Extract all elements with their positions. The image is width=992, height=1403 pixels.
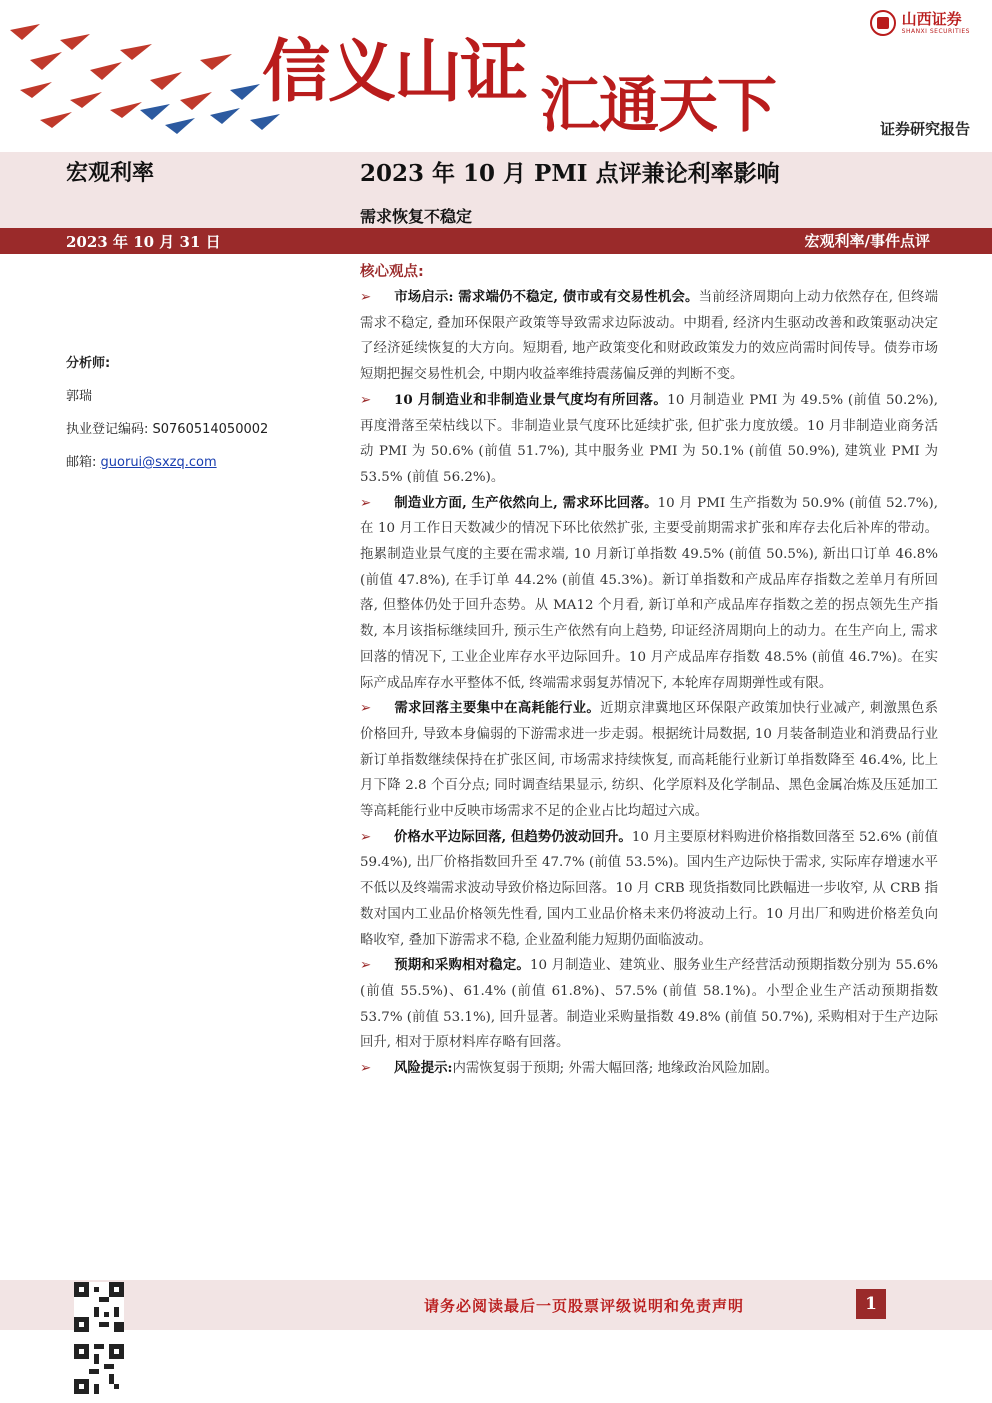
arrow-bullet-icon: ➢ xyxy=(360,1061,372,1077)
company-logo xyxy=(870,10,970,36)
qr-code-icon xyxy=(74,1344,124,1394)
point-lead: 预期和采购相对稳定。 xyxy=(394,957,530,974)
flying-birds-graphic xyxy=(0,0,300,150)
point-expectations xyxy=(360,953,938,1056)
point-lead: 市场启示: 需求端仍不稳定, 债市或有交易性机会。 xyxy=(394,289,699,305)
point-lead: 价格水平边际回落, 但趋势仍波动回升。 xyxy=(394,828,632,845)
point-text: 10 月主要原材料购进价格指数回落至 52.6% (前值 59.4%), 出厂价格指数回升至 47.7% (前值 53.5%)。国内生产边际快于需求, 实际库存增速水平不低以及终端需求波动导致价格边际回落。10 月 CRB 现货指数同比跌幅进一步收窄, 从 CRB 指数对国内工业品价格领先性看, 国内工业品价格未来仍将波动上行。10 月出厂和购进价格差负向略收窄, 叠加下游需求不稳, 企业盈利能力短期仍面临波动。 xyxy=(360,829,938,948)
slogan-part2: 汇通天下 xyxy=(540,71,776,141)
email-label: 邮箱: xyxy=(66,455,97,470)
arrow-bullet-icon: ➢ xyxy=(360,958,372,974)
point-market-implication xyxy=(360,285,938,388)
point-energy-intensive xyxy=(360,696,938,825)
logo-english: SHANXI SECURITIES xyxy=(901,27,970,35)
point-text: 10 月制造业、建筑业、服务业生产经营活动预期指数分别为 55.6% (前值 55.5%)、61.4% (前值 61.8%)、57.5% (前值 58.1%)。小型企业生产活动预期指数 53.7% (前值 53.1%), 回升显著。制造业采购量指数 49.8% (前值 50.7%), 采购相对于生产边际回升, 相对于原材料库存略有回落。 xyxy=(360,958,938,1051)
point-text: 10 月 PMI 生产指数为 50.9% (前值 52.7%), 在 10 月工作日天数减少的情况下环比依然扩张, 主要受前期需求扩张和库存去化后补库的带动。拖累制造业景气度的主要在需求端, 10 月新订单指数 49.5% (前值 50.5%), 新出口订单 46.8% (前值 47.8%), 在手订单 44.2% (前值 45.3%)。新订单指数和产成品库存指数之差单月有所回落, 但整体仍处于回升态势。从 MA12 个月看, 新订单和产成品库存指数之差的拐点领先生产指数, 本月该指标继续回升, 预示生产依然有向上趋势, 印证经济周期向上的动力。在生产向上, 需求回落的情况下, 工业企业库存水平边际回升。10 月产成品库存指数 48.5% (前值 46.7%)。在实际产成品库存水平整体不低, 终端需求弱复苏情况下, 本轮库存周期弹性或有限。 xyxy=(360,495,938,691)
core-views-section xyxy=(360,260,938,1082)
risk-lead: 风险提示: xyxy=(394,1060,453,1077)
disclaimer-text: 请务必阅读最后一页股票评级说明和免责声明 xyxy=(424,1297,745,1315)
analyst-label: 分析师: xyxy=(66,356,111,371)
report-date: 2023 年 10 月 31 日 xyxy=(66,233,221,251)
logo-icon xyxy=(870,10,896,36)
risk-text: 内需恢复弱于预期; 外需大幅回落; 地缘政治风险加剧。 xyxy=(452,1061,779,1077)
point-lead: 需求回落主要集中在高耗能行业。 xyxy=(394,700,601,717)
core-views-title: 核心观点: xyxy=(360,264,424,280)
point-lead: 制造业方面, 生产依然向上, 需求环比回落。 xyxy=(394,494,658,511)
arrow-bullet-icon: ➢ xyxy=(360,495,372,511)
point-lead: 10 月制造业和非制造业景气度均有所回落。 xyxy=(394,391,668,408)
arrow-bullet-icon: ➢ xyxy=(360,829,372,845)
analyst-name: 郭瑞 xyxy=(66,389,93,404)
email-row xyxy=(66,451,326,470)
slogan-part1: 信义山证 xyxy=(262,33,527,112)
report-type-label: 证券研究报告 xyxy=(879,120,970,138)
point-prices xyxy=(360,825,938,954)
arrow-bullet-icon: ➢ xyxy=(360,701,372,717)
point-text: 当前经济周期向上动力依然存在, 但终端需求不稳定, 叠加环保限产政策等导致需求边际波动。中期看, 经济内生驱动改善和政策驱动决定了经济延续恢复的大方向。短期看, 地产政策变化和财政政策发力的效应尚需时间传导。债券市场短期把握交易性机会, 中期内收益率维持震荡偏反弹的判断不变。 xyxy=(360,290,938,383)
page-number: 1 xyxy=(856,1289,886,1319)
point-text: 10 月制造业 PMI 为 49.5% (前值 50.2%), 再度滑落至荣枯线以下。非制造业景气度环比延续扩张, 但扩张力度放缓。10 月非制造业商务活动 PMI 为 50.6% (前值 51.7%), 其中服务业 PMI 为 50.1% (前值 50.9%), 建筑业 PMI 为 53.5% (前值 56.2%)。 xyxy=(360,392,939,485)
point-risk xyxy=(360,1056,938,1082)
report-title: 2023 年 10 月 PMI 点评兼论利率影响 xyxy=(360,160,780,187)
report-subtitle: 需求恢复不稳定 xyxy=(360,207,473,226)
report-tag: 宏观利率/事件点评 xyxy=(804,232,930,250)
email-link[interactable]: guorui@sxzq.com xyxy=(100,455,217,470)
report-category: 宏观利率 xyxy=(66,161,155,186)
point-manufacturing xyxy=(360,491,938,697)
point-text: 近期京津冀地区环保限产政策加快行业减产, 刺激黑色系价格回升, 导致本身偏弱的下游需求进一步走弱。根据统计局数据, 10 月装备制造业和消费品行业新订单指数继续保持在扩张区间, 市场需求持续恢复, 而高耗能行业新订单指数降至 46.4%, 比上月下降 2.8 个百分点; 同时调查结果显示, 纺织、化学原料及化学制品、黑色金属冶炼及压延加工等高耗能行业中反映市场需求不足的企业占比均超过六成。 xyxy=(360,701,939,820)
logo-name: 山西证券 xyxy=(901,9,962,28)
point-pmi-decline xyxy=(360,388,938,491)
arrow-bullet-icon: ➢ xyxy=(360,392,372,408)
arrow-bullet-icon: ➢ xyxy=(360,290,372,305)
registration-code: 执业登记编码: S0760514050002 xyxy=(66,422,269,437)
header-banner xyxy=(0,0,992,150)
analyst-sidebar xyxy=(66,352,326,484)
qr-code-icon xyxy=(74,1282,124,1332)
